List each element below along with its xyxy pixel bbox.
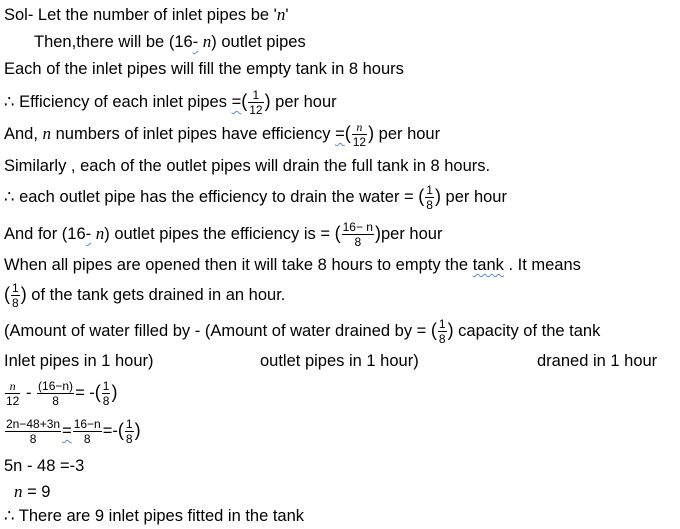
line-16 [14,481,50,503]
fraction [438,318,447,345]
line-8: And for (16- n) outlet pipes the efficiency is = ( $\frac{16- n}{8}$ )per hour [4,220,443,249]
numerator: 2n−48+3n [6,417,61,431]
numerator: (16−n) [38,379,74,393]
fraction [11,282,20,309]
denominator: 8 [354,235,362,249]
text: per hour [440,187,507,206]
denominator: 8 [52,394,59,408]
line-7: ∴ each outlet pipe has the efficiency to drain the water = ( $\frac{1}{8}$ ) per hour [4,183,507,212]
line-3 [4,58,404,80]
numerator: 1 [12,281,19,295]
math-var: n [14,482,23,501]
fraction [425,184,434,211]
denominator: 8 [125,432,133,446]
text: Similarly , each of the outlet pipes will drain the full tank in 8 hours. [4,157,491,175]
minus-sign: - [192,33,199,51]
line-12-col-3 [537,350,657,372]
math-var: n [276,5,286,24]
numerator: 1 [426,183,433,197]
line-2 [34,31,306,53]
text: . It means [503,256,581,274]
numerator: 1 [248,89,263,103]
text: draned in 1 hour [537,352,658,370]
line-1 [4,4,288,26]
denominator: 12 [249,103,263,117]
line-10: ( $\frac{1}{8}$ ) of the tank gets drained in an hour. [4,281,286,310]
text: capacity of the tank [453,321,601,340]
denominator: 8 [29,432,37,446]
text: And, [4,124,43,143]
equals-sign: = [335,124,345,143]
numerator: n [352,121,367,135]
text: Each of the inlet pipes will fill the empty tank in 8 hours [4,60,404,78]
denominator: 8 [438,332,446,346]
numerator: 1 [125,417,133,431]
operator: = [62,421,72,440]
denominator: 8 [102,394,110,408]
text-tank: tank [472,256,504,274]
math-expr: 5n [4,457,23,475]
line-4: ∴ Efficiency of each inlet pipes =( $\frac{1}{12}$ ) per hour [4,88,337,117]
fraction [125,418,134,445]
fraction [342,221,374,248]
line-17 [4,505,304,527]
text: Then,there will be (16 [34,33,193,51]
text: ' [285,6,289,24]
text: Sol- Let the number of inlet pipes be ' [4,6,277,24]
line-15 [4,455,84,477]
text: (Amount of water filled by - (Amount of water drained by = [4,321,431,340]
line-6 [4,155,490,177]
text: ∴ Efficiency of each inlet pipes [4,92,232,111]
numerator: n [5,380,20,394]
text: numbers of inlet pipes have efficiency [51,124,336,143]
denominator: 8 [12,296,19,310]
text: - 48 =-3 [22,457,85,475]
math-var: n [42,123,52,143]
math-var: n [95,223,105,243]
denominator: 8 [426,198,433,212]
numerator: 1 [438,317,446,331]
numerator: 16−n [73,417,101,431]
text: outlet pipes in 1 hour) [260,352,419,370]
denominator: 8 [83,432,91,446]
fraction [73,418,102,445]
denominator: 12 [6,394,20,408]
numerator: 1 [102,379,110,393]
text: ∴ There are 9 inlet pipes fitted in the tank [4,507,305,525]
minus-sign: - [85,224,92,243]
line-12-col-2 [260,350,419,372]
line-9 [4,254,581,276]
fraction [102,380,111,407]
numerator: 16− n [342,220,373,234]
text: per hour [270,92,337,111]
text: ∴ each outlet pipe has the efficiency to drain the water = [4,187,419,206]
fraction [5,418,61,445]
math-var: n [202,32,212,51]
line-12 [4,350,154,372]
operator: - [21,383,37,402]
text: Inlet pipes in 1 hour) [4,352,154,370]
text: per hour [374,124,441,143]
operator: = - [75,383,95,402]
text: of the tank gets drained in an hour. [26,285,286,304]
equals-sign: = [231,92,242,111]
operator: =- [102,421,118,440]
text: = 9 [22,483,51,501]
denominator: 12 [352,135,367,149]
text: ) outlet pipes the efficiency is = [104,224,335,243]
line-13: $\frac{n}{12}$ - $\frac{(16-n)}{8}$ = -( $\frac{1}{8}$ ) [6,379,118,408]
line-14: $\frac{2n-48+3n}{8}$ = $\frac{16-n}{8}$ =-( $\frac{1}{8}$ ) [6,417,141,446]
fraction [37,380,74,407]
fraction [352,121,367,148]
fraction [248,89,263,116]
text: When all pipes are opened then it will take 8 hours to empty the [4,256,473,274]
line-11: (Amount of water filled by - (Amount of water drained by = ( $\frac{1}{8}$ ) capacity of the tank [4,317,601,346]
text: And for (16 [4,224,86,243]
text: per hour [380,224,443,243]
fraction [5,380,20,407]
line-5: And, n numbers of inlet pipes have efficiency =( $\frac{n}{12}$ ) per hour [4,120,441,149]
text: ) outlet pipes [211,33,306,51]
